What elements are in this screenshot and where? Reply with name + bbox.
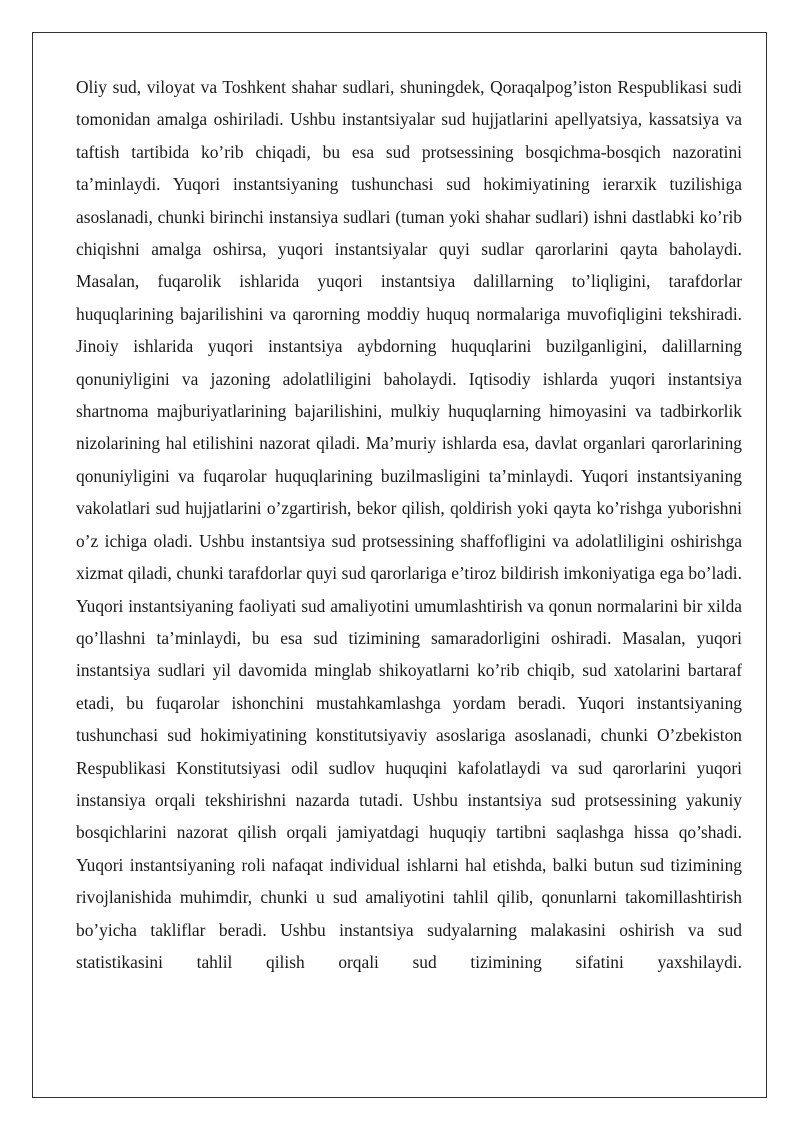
body-paragraph: Oliy sud, viloyat va Toshkent shahar sudlari, shuningdek, Qoraqalpog’iston Respublikasi sudi tomonidan amalga oshiriladi. Ushbu instantsiyalar sud hujjatlarini apellyatsiya, kassatsiya va taftish tartibida ko’rib chiqadi, bu esa sud protsessining bosqichma-bosqich nazoratini ta’minlaydi. Yuqori instantsiyaning tushunchasi sud hokimiyatining ierarxik tuzilishiga asoslanadi, chunki birinchi instansiya sudlari (tuman yoki shahar sudlari) ishni dastlabki ko’rib chiqishni amalga oshirsa, yuqori instantsiyalar quyi sudlar qarorlarini qayta baholaydi. Masalan, fuqarolik ishlarida yuqori instantsiya dalillarning to’liqligini, tarafdorlar huquqlarining bajarilishini va qarorning moddiy huquq normalariga muvofiqligini tekshiradi. Jinoiy ishlarida yuqori instantsiya aybdorning huquqlarini buzilganligini, dalillarning qonuniyligini va jazoning adolatliligini baholaydi. Iqtisodiy ishlarda yuqori instantsiya shartnoma majburiyatlarining bajarilishini, mulkiy huquqlarning himoyasini va tadbirkorlik nizolarining hal etilishini nazorat qiladi. Ma’muriy ishlarda esa, davlat organlari qarorlarining qonuniyligini va fuqarolar huquqlarining buzilmasligini ta’minlaydi. Yuqori instantsiyaning vakolatlari sud hujjatlarini o’zgartirish, bekor qilish, qoldirish yoki qayta ko’rishga yuborishni o’z ichiga oladi. Ushbu instantsiya sud protsessining shaffofligini va adolatliligini oshirishga xizmat qiladi, chunki tarafdorlar quyi sud qarorlariga e’tiroz bildirish imkoniyatiga ega bo’ladi. Yuqori instantsiyaning faoliyati sud amaliyotini umumlashtirish va qonun normalarini bir xilda qo’llashni ta’minlaydi, bu esa sud tizimining samaradorligini oshiradi. Masalan, yuqori instantsiya sudlari yil davomida minglab shikoyatlarni ko’rib chiqib, sud xatolarini bartaraf etadi, bu fuqarolar ishonchini mustahkamlashga yordam beradi. Yuqori instantsiyaning tushunchasi sud hokimiyatining konstitutsiyaviy asoslariga asoslanadi, chunki O’zbekiston Respublikasi Konstitutsiyasi odil sudlov huquqini kafolatlaydi va sud qarorlarini yuqori instansiya orqali tekshirishni nazarda tutadi. Ushbu instantsiya sud protsessining yakuniy bosqichlarini nazorat qilish orqali jamiyatdagi huquqiy tartibni saqlashga hissa qo’shadi. Yuqori instantsiyaning roli nafaqat individual ishlarni hal etishda, balki butun sud tizimining rivojlanishida muhimdir, chunki u sud amaliyotini tahlil qilib, qonunlarni takomillashtirish bo’yicha takliflar beradi. Ushbu instantsiya sudyalarning malakasini oshirish va sud statistikasini tahlil qilish orqali sud tizimining sifatini yaxshilaydi.	[76, 77, 742, 972]
